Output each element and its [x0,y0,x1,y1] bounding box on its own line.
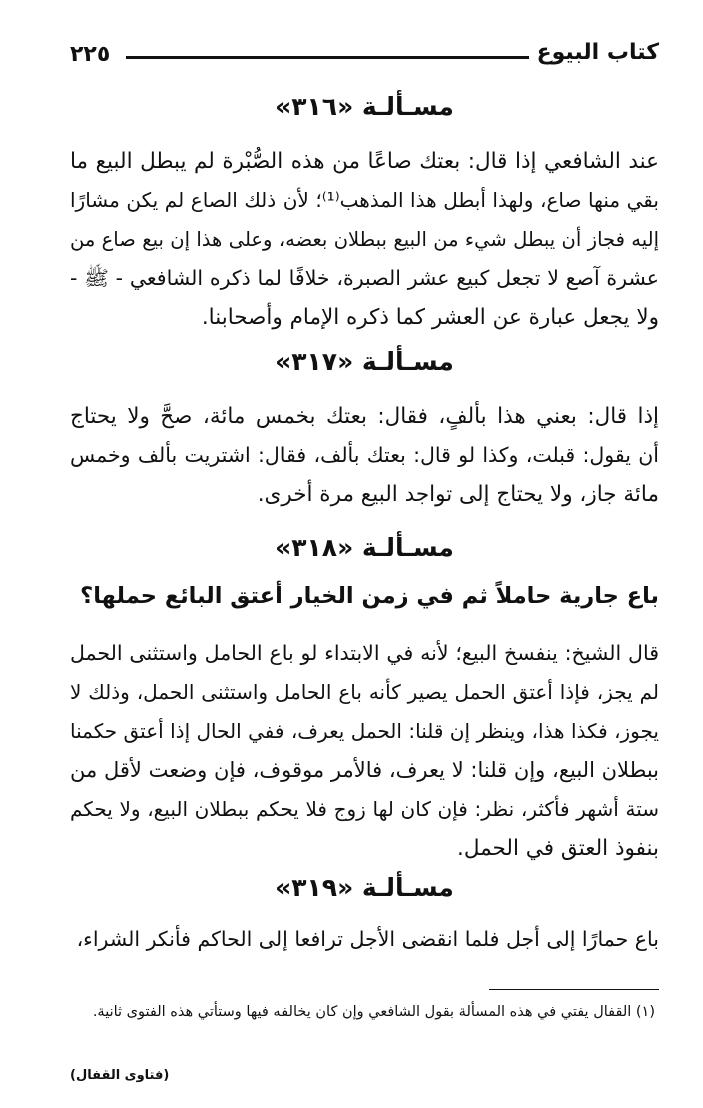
body-line: عشرة آصع لا تجعل كبيع عشر الصبرة، خلافًا لما ذكره الشافعي - ﷺ - [70,266,659,290]
section-title-316: مسـألـة «٣١٦» [275,92,454,121]
running-header [70,38,659,74]
footnote: (١) القفال يفتي في هذه المسألة بقول الشافعي وإن كان يخالفه فيها وستأتي هذه الفتوى ثانية. [92,1004,655,1020]
body-line: عند الشافعي إذا قال: بعتك صاعًا من هذه الصُّبْرة لم يبطل البيع ما [70,149,659,174]
body-line: لم يجز، فإذا أعتق الحمل يصير كأنه باع الحامل واستثنى الحمل، وذلك لا [70,680,659,704]
section-question-318: باع جارية حاملاً ثم في زمن الخيار أعتق البائع حملها؟ [80,583,659,609]
section-title-319: مسـألـة «٣١٩» [275,873,454,902]
body-line: بقي منها صاع، ولهذا أبطل هذا المذهب⁽¹⁾؛ لأن ذلك الصاع لم يكن مشارًا [70,188,659,212]
body-line: قال الشيخ: ينفسخ البيع؛ لأنه في الابتداء لو باع الحامل واستثنى الحمل [70,641,659,665]
body-line: أن يقول: قبلت، وكذا لو قال: بعتك بألف، فقال: اشتريت بألف وخمس [70,443,659,467]
body-line: بنفوذ العتق في الحمل. [457,836,659,861]
section-title-318: مسـألـة «٣١٨» [275,533,454,562]
body-line: باع حمارًا إلى أجل فلما انقضى الأجل ترافعا إلى الحاكم فأنكر الشراء، [76,927,659,951]
body-line: إليه فجاز أن يبطل شيء من البيع ببطلان بعضه، وعلى هذا إن بيع صاع من [70,228,659,251]
section-title-317: مسـألـة «٣١٧» [275,347,454,376]
section-body-317 [70,397,659,514]
book-title: كتاب البيوع [536,40,659,65]
header-rule [126,56,529,59]
section-body-319 [70,920,659,959]
body-line: ستة أشهر فأكثر، نظر: فإن كان لها زوج فلا يحكم ببطلان البيع، ولا يحكم [70,797,659,821]
page-number: ٢٢٥ [70,42,111,67]
footer-note: (فتاوى القفال) [70,1068,170,1083]
section-body-316 [70,142,659,337]
body-line: ولا يجعل عبارة عن العشر كما ذكره الإمام وأصحابنا. [201,305,659,330]
body-line: إذا قال: بعني هذا بألفٍ، فقال: بعتك بخمس مائة، صحَّ ولا يحتاج [70,404,659,429]
section-body-318 [70,634,659,868]
body-line: يجوز، فكذا هذا، وينظر إن قلنا: الحمل يعرف، ففي الحال إذا أعتق حكمنا [70,719,659,743]
footnote-rule [489,989,659,990]
body-line: مائة جاز، ولا يحتاج إلى تواجد البيع مرة أخرى. [257,482,659,507]
body-line: ببطلان البيع، وإن قلنا: لا يعرف، فالأمر موقوف، فإن وضعت لأقل من [70,758,659,782]
